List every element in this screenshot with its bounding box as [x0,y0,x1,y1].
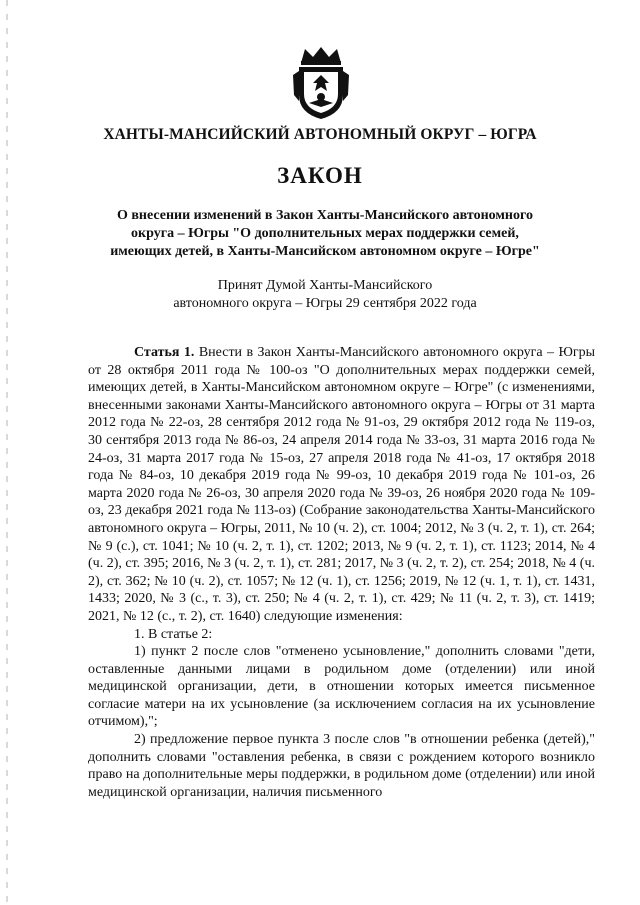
article-paragraph: 2) предложение первое пункта 3 после слов "в отношении ребенка (детей)," дополнить словами "оставления ребенка, в связи с рождением которого возникло право на дополнительные меры поддержки, в родильном доме (отделении) или иной медицинской организации, наличия письменного [88,732,595,800]
article-paragraph: 1) пункт 2 после слов "отменено усыновление," дополнить словами "дети, оставленные данными лицами в родильном доме (отделении) или иной медицинской организации, дети, в отношении которых имеется письменное согласие матери на их усыновление (за исключением согласия на их усыновление отчимом),"; [88,644,595,730]
document-title: ЗАКОН [277,163,363,188]
coat-of-arms-icon [291,45,351,121]
adoption-line: автономного округа – Югры 29 сентября 2022 года [173,296,477,311]
article-intro [88,344,595,626]
subject-line: округа – Югры "О дополнительных мерах поддержки семей, [131,226,519,241]
region-name: ХАНТЫ-МАНСИЙСКИЙ АВТОНОМНЫЙ ОКРУГ – ЮГРА [103,126,537,143]
article-paragraph: 1. В статье 2: [134,626,213,642]
adoption-line: Принят Думой Ханты-Мансийского [217,278,433,293]
law-subject [90,207,560,261]
adoption-note [120,277,530,313]
subject-line: имеющих детей, в Ханты-Мансийском автономном округе – Югре" [110,244,540,259]
subject-line: О внесении изменений в Закон Ханты-Мансийского автономного [116,208,533,223]
article-intro-text: Внести в Закон Ханты-Мансийского автономного округа – Югры от 28 октября 2011 года № 100-оз "О дополнительных мерах поддержки семей, имеющих детей, в Ханты-Мансийском автономном округе – Югре" (с изменениями, внесенными законами Ханты-Мансийского автономного округа – Югры от 31 марта 2012 года № 22-оз, 28 сентября 2012 года № 91-оз, 29 октября 2012 года № 119-оз, 30 сентября 2013 года № 86-оз, 24 апреля 2014 года № 33-оз, 31 марта 2016 года № 24-оз, 31 марта 2017 года № 15-оз, 27 апреля 2018 года № 41-оз, 17 октября 2018 года № 84-оз, 10 декабря 2019 года № 99-оз, 10 декабря 2019 года № 101-оз, 26 марта 2020 года № 26-оз, 30 апреля 2020 года № 39-оз, 26 ноября 2020 года № 109-оз, 23 декабря 2021 года № 113-оз) (Собрание законодательства Ханты-Мансийского автономного округа – Югры, 2011, № 10 (ч. 2), ст. 1004; 2012, № 3 (ч. 2, т. 1), ст. 264; № 9 (с.), ст. 1041; № 10 (ч. 2, т. 1), ст. 1202; 2013, № 9 (ч. 2, т. 1), ст. 1123; 2014, № 4 (ч. 2), ст. 395; 2016, № 3 (ч. 2, т. 1), ст. 281; 2017, № 3 (ч. 2, т. 2), ст. 254; 2018, № 4 (ч. 2), ст. 362; № 10 (ч. 2), ст. 1057; № 12 (ч. 1), ст. 1256; 2019, № 12 (ч. 1, т. 1), ст. 1431, 1433; 2020, № 3 (с., т. 3), ст. 250; № 4 (ч. 2, т. 1), ст. 429; № 11 (ч. 2, т. 3), ст. 1419; 2021, № 12 (с., т. 2), ст. 1640) следующие изменения: [88,345,596,624]
article-body [88,344,595,801]
article-label: Статья 1. [134,345,195,360]
